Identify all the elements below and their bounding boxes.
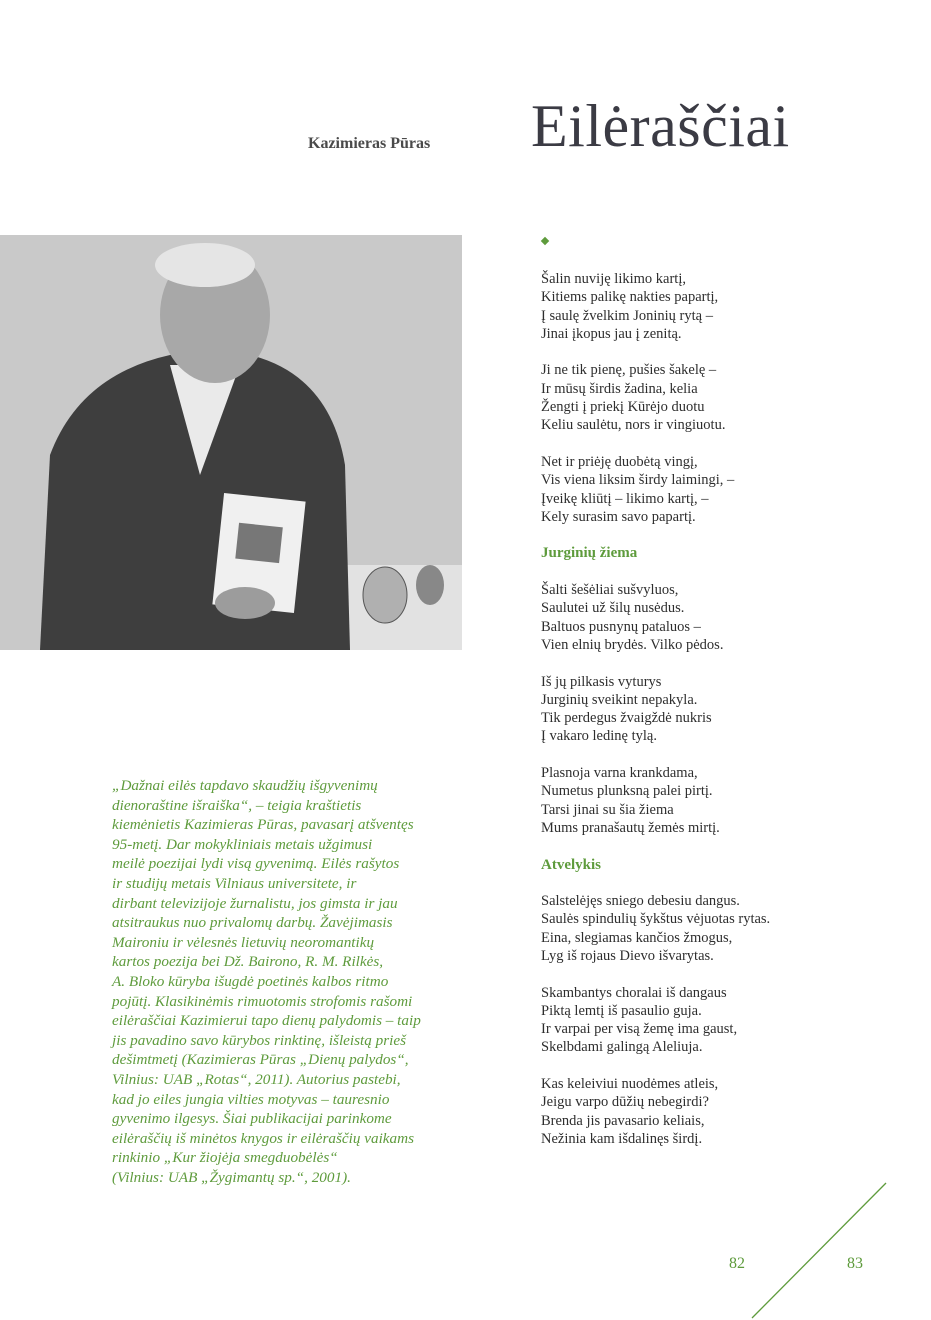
intro-line: kartos poezija bei Dž. Bairono, R. M. Rilkės, — [112, 953, 384, 971]
page-number-right: 83 — [847, 1255, 863, 1272]
page-title: Eilėraščiai — [531, 93, 790, 159]
poem-line: Mums pranašautų žemės mirtį. — [541, 819, 720, 836]
poem-line: Kas keleiviui nuodėmes atleis, — [541, 1076, 719, 1093]
poem-line: Baltuos pusnynų pataluos – — [541, 618, 701, 635]
poems-column — [541, 270, 770, 1167]
poem-title: Jurginių žiema — [541, 545, 638, 562]
intro-line: dirbant televizijoje žurnalistu, jos gimsta ir jau — [112, 894, 398, 912]
poem-line: Tarsi jinai su šia žiema — [541, 801, 674, 818]
poem-line: Salstelėjęs sniego debesiu dangus. — [541, 893, 740, 910]
intro-line: ir studijų metais Vilniaus universitete, ir — [112, 874, 357, 892]
poem-line: Saulės spindulių šykštus vėjuotas rytas. — [541, 911, 771, 928]
poem-stanza — [541, 453, 770, 526]
intro-line: rinkinio „Kur žiojėja smegduobėlės“ — [112, 1149, 338, 1167]
poem-line: Brenda jis pavasario keliais, — [541, 1112, 705, 1129]
intro-line: pojūtį. Klasikinėmis rimuotomis strofomis rašomi — [112, 992, 413, 1010]
poem-line: Keliu saulėtu, nors ir vingiuotu. — [541, 417, 726, 434]
intro-paragraph — [112, 776, 472, 1187]
poem-line: Šalin nuviję likimo kartį, — [541, 271, 686, 287]
poem-line: Saulutei už šilų nusėdus. — [541, 600, 685, 617]
intro-line: Vilnius: UAB „Rotas“, 2011). Autorius pastebi, — [112, 1070, 401, 1088]
poem-line: Vien elnių brydės. Vilko pėdos. — [541, 636, 724, 653]
intro-line: kad jo eiles jungia vilties motyvas – tauresnio — [112, 1090, 390, 1108]
page-number-left: 82 — [729, 1255, 745, 1272]
poem-line: Jinai įkopus jau į zenitą. — [541, 325, 682, 342]
author-photo — [0, 235, 462, 650]
poem-line: Nežinia kam išdalinęs širdį. — [541, 1130, 703, 1147]
poem-stanza — [541, 361, 770, 434]
poem-line: Iš jų pilkasis vyturys — [541, 673, 662, 690]
intro-line: dienoraštine išraiška“, – teigia kraštietis — [112, 796, 362, 814]
poem-line: Numetus plunksną palei pirtį. — [541, 783, 713, 800]
intro-line: kiemėnietis Kazimieras Pūras, pavasarį atšventęs — [112, 816, 414, 834]
poem-title: Atvelykis — [541, 856, 601, 873]
intro-line: eilėraščiai Kazimierui tapo dienų palydomis – taip — [112, 1012, 421, 1030]
poem-line: Jurginių sveikint nepakyla. — [541, 691, 698, 708]
intro-line: A. Bloko kūryba išugdė poetinės kalbos ritmo — [112, 972, 389, 990]
poem-stanza — [541, 1075, 770, 1148]
intro-line: atsitraukus nuo privalomų darbų. Žavėjimasis — [112, 914, 393, 932]
poem-line: Vis viena liksim širdy laimingi, – — [541, 472, 735, 489]
poem-stanza — [541, 892, 770, 965]
poem-line: Kitiems palikę nakties papartį, — [541, 289, 719, 306]
intro-line: dešimtmetį (Kazimieras Pūras „Dienų palydos“, — [112, 1051, 409, 1069]
intro-line: jis pavadino savo kūrybos rinktinę, išleistą prieš — [112, 1031, 407, 1049]
poem-line: Skelbdami galingą Aleliuja. — [541, 1039, 703, 1056]
poem-line: Net ir priėję duobėtą vingį, — [541, 453, 698, 470]
poem-stanza — [541, 581, 770, 654]
poem-stanza — [541, 764, 770, 837]
poem-stanza — [541, 984, 770, 1057]
intro-line: „Dažnai eilės tapdavo skaudžių išgyvenimų — [112, 777, 378, 794]
intro-line: 95-metį. Dar mokykliniais metais užgimusi — [112, 835, 373, 853]
poem-line: Skambantys choralai iš dangaus — [541, 984, 727, 1001]
intro-line: eilėraščių iš minėtos knygos ir eilėraščių vaikams — [112, 1129, 415, 1147]
intro-line: meilė poezijai lydi visą gyvenimą. Eilės rašytos — [112, 855, 400, 873]
photo-illustration — [0, 235, 462, 650]
poem-line: Eina, slegiamas kančios žmogus, — [541, 929, 733, 946]
poem-line: Jeigu varpo dūžių nebegirdi? — [541, 1094, 709, 1111]
poem-line: Tik perdegus žvaigždė nukris — [541, 710, 712, 727]
author-name: Kazimieras Pūras — [308, 135, 431, 152]
poem-line: Piktą lemtį iš pasaulio guja. — [541, 1002, 702, 1019]
intro-line: gyvenimo ilgesys. Šiai publikacijai parinkome — [112, 1110, 392, 1128]
diamond-ornament-icon — [541, 237, 549, 245]
poem-line: Į vakaro ledinę tylą. — [541, 728, 657, 745]
poem-line: Plasnoja varna krankdama, — [541, 765, 698, 782]
poem-line: Ji ne tik pienę, pušies šakelę – — [541, 362, 717, 379]
poem-stanza — [541, 270, 770, 343]
corner-diagonal-line — [740, 1180, 900, 1320]
poem-line: Lyg iš rojaus Dievo išvarytas. — [541, 947, 714, 964]
poem-line: Ir mūsų širdis žadina, kelia — [541, 380, 698, 397]
poem-line: Įveikę kliūtį – likimo kartį, – — [541, 490, 709, 507]
poem-line: Ir varpai per visą žemę ima gaust, — [541, 1021, 738, 1038]
intro-line: (Vilnius: UAB „Žygimantų sp.“, 2001). — [112, 1168, 351, 1186]
intro-line: Maironiu ir vėlesnės lietuvių neoromantikų — [112, 933, 375, 951]
poem-line: Žengti į priekį Kūrėjo duotu — [541, 399, 705, 416]
poem-stanza — [541, 673, 770, 746]
poem-line: Kely surasim savo papartį. — [541, 508, 696, 525]
poem-line: Šalti šešėliai sušvyluos, — [541, 582, 679, 599]
poem-line: Į saulę žvelkim Joninių rytą – — [541, 307, 713, 324]
